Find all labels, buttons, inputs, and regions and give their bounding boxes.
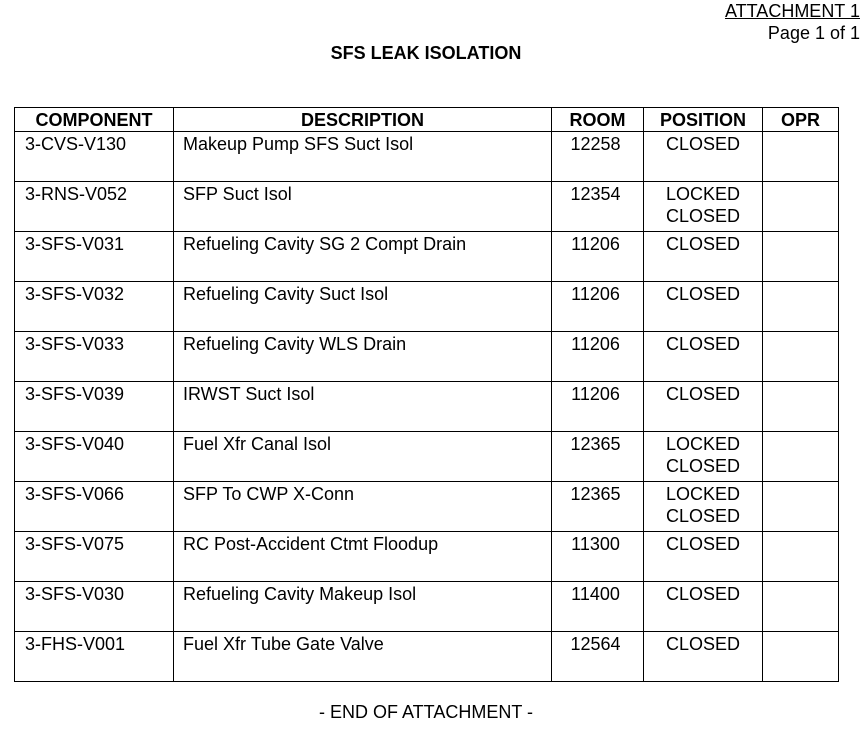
table-row: [15, 282, 839, 332]
room-cell: [552, 282, 644, 332]
room-cell-text: 11206: [571, 334, 620, 354]
position-line: CLOSED: [665, 455, 741, 476]
opr-cell-text: [763, 332, 838, 334]
description-cell: [174, 332, 552, 382]
opr-cell: [763, 632, 839, 682]
position-line: CLOSED: [665, 534, 741, 554]
room-cell-text: 12258: [570, 134, 621, 154]
position-cell: [644, 132, 763, 182]
table-row: [15, 532, 839, 582]
opr-cell-text: [763, 582, 838, 584]
description-cell: [174, 432, 552, 482]
room-cell-text: 11206: [571, 284, 620, 304]
opr-cell-text: [763, 282, 838, 284]
room-cell: [552, 582, 644, 632]
component-cell-text: 3-SFS-V032: [25, 284, 125, 304]
opr-cell-text: [763, 432, 838, 434]
description-cell: [174, 532, 552, 582]
position-cell: [644, 382, 763, 432]
position-cell: [644, 282, 763, 332]
component-cell-text: 3-FHS-V001: [25, 634, 126, 654]
position-line: CLOSED: [665, 284, 741, 304]
position-cell: [644, 332, 763, 382]
component-cell-text: 3-SFS-V031: [25, 234, 125, 254]
component-cell: [15, 532, 174, 582]
component-cell: [15, 432, 174, 482]
position-line: CLOSED: [665, 505, 741, 526]
position-line: LOCKED: [665, 184, 741, 204]
position-line: CLOSED: [665, 634, 741, 654]
table-row: [15, 582, 839, 632]
room-cell-text: 12564: [570, 634, 621, 654]
position-cell: [644, 582, 763, 632]
opr-cell: [763, 232, 839, 282]
room-cell-text: 12365: [570, 434, 621, 454]
column-header-opr: OPR: [763, 108, 839, 132]
description-cell-text: Refueling Cavity Suct Isol: [183, 284, 389, 304]
opr-cell: [763, 432, 839, 482]
description-cell-text: Makeup Pump SFS Suct Isol: [183, 134, 414, 154]
position-cell: [644, 482, 763, 532]
opr-cell: [763, 482, 839, 532]
position-cell: [644, 232, 763, 282]
component-cell: [15, 382, 174, 432]
component-cell-text: 3-SFS-V066: [25, 484, 125, 504]
component-cell: [15, 332, 174, 382]
opr-cell: [763, 282, 839, 332]
attachment-label: ATTACHMENT 1: [724, 1, 860, 21]
room-cell-text: 11300: [571, 534, 620, 554]
table-row: [15, 632, 839, 682]
room-cell: [552, 182, 644, 232]
position-cell: [644, 532, 763, 582]
position-line: LOCKED: [665, 484, 741, 504]
position-line: CLOSED: [665, 384, 741, 404]
component-cell-text: 3-SFS-V033: [25, 334, 125, 354]
position-cell: [644, 182, 763, 232]
room-cell: [552, 382, 644, 432]
column-header-component: COMPONENT: [15, 108, 174, 132]
opr-cell-text: [763, 632, 838, 634]
component-cell-text: 3-SFS-V075: [25, 534, 125, 554]
table-row: [15, 332, 839, 382]
component-cell-text: 3-RNS-V052: [25, 184, 128, 204]
position-line: CLOSED: [665, 584, 741, 604]
table-row: [15, 182, 839, 232]
description-cell-text: Refueling Cavity SG 2 Compt Drain: [183, 234, 467, 254]
description-cell-text: Refueling Cavity Makeup Isol: [183, 584, 417, 604]
description-cell-text: IRWST Suct Isol: [183, 384, 315, 404]
position-line: CLOSED: [665, 134, 741, 154]
table-row: [15, 482, 839, 532]
opr-cell: [763, 182, 839, 232]
opr-cell: [763, 332, 839, 382]
room-cell-text: 12354: [570, 184, 621, 204]
room-cell-text: 11206: [571, 234, 620, 254]
opr-cell-text: [763, 482, 838, 484]
component-cell: [15, 482, 174, 532]
description-cell-text: RC Post-Accident Ctmt Floodup: [183, 534, 439, 554]
room-cell: [552, 632, 644, 682]
column-header-position: POSITION: [644, 108, 763, 132]
component-cell: [15, 232, 174, 282]
room-cell-text: 11400: [571, 584, 620, 604]
opr-cell: [763, 132, 839, 182]
page-number: Page 1 of 1: [767, 23, 860, 43]
room-cell: [552, 532, 644, 582]
description-cell-text: SFP Suct Isol: [183, 184, 292, 204]
table-header-row: [15, 108, 839, 132]
opr-cell: [763, 582, 839, 632]
component-cell-text: 3-SFS-V040: [25, 434, 125, 454]
component-cell: [15, 282, 174, 332]
opr-cell-text: [763, 382, 838, 384]
column-header-description: DESCRIPTION: [174, 108, 552, 132]
document-title: SFS LEAK ISOLATION: [330, 43, 522, 63]
opr-cell-text: [763, 132, 838, 134]
valve-isolation-table: [14, 107, 839, 682]
table-row: [15, 432, 839, 482]
room-cell: [552, 132, 644, 182]
opr-cell-text: [763, 532, 838, 534]
description-cell-text: Fuel Xfr Canal Isol: [183, 434, 332, 454]
component-cell-text: 3-SFS-V030: [25, 584, 125, 604]
table-row: [15, 382, 839, 432]
component-cell: [15, 582, 174, 632]
description-cell: [174, 382, 552, 432]
description-cell: [174, 582, 552, 632]
component-cell-text: 3-CVS-V130: [25, 134, 127, 154]
room-cell-text: 11206: [571, 384, 620, 404]
component-cell: [15, 632, 174, 682]
component-cell: [15, 132, 174, 182]
description-cell: [174, 232, 552, 282]
description-cell-text: SFP To CWP X-Conn: [183, 484, 355, 504]
component-cell-text: 3-SFS-V039: [25, 384, 125, 404]
position-line: CLOSED: [665, 205, 741, 226]
opr-cell-text: [763, 232, 838, 234]
description-cell-text: Fuel Xfr Tube Gate Valve: [183, 634, 384, 654]
component-cell: [15, 182, 174, 232]
room-cell: [552, 432, 644, 482]
room-cell: [552, 232, 644, 282]
description-cell: [174, 282, 552, 332]
position-cell: [644, 632, 763, 682]
opr-cell: [763, 382, 839, 432]
position-line: CLOSED: [665, 234, 741, 254]
description-cell: [174, 182, 552, 232]
position-cell: [644, 432, 763, 482]
table-row: [15, 232, 839, 282]
end-of-attachment: - END OF ATTACHMENT -: [319, 702, 533, 722]
opr-cell: [763, 532, 839, 582]
table-body: [15, 132, 839, 682]
description-cell: [174, 482, 552, 532]
table-row: [15, 132, 839, 182]
room-cell: [552, 332, 644, 382]
description-cell: [174, 632, 552, 682]
column-header-room: ROOM: [552, 108, 644, 132]
room-cell: [552, 482, 644, 532]
position-line: CLOSED: [665, 334, 741, 354]
opr-cell-text: [763, 182, 838, 184]
position-line: LOCKED: [665, 434, 741, 454]
description-cell-text: Refueling Cavity WLS Drain: [183, 334, 407, 354]
description-cell: [174, 132, 552, 182]
room-cell-text: 12365: [570, 484, 621, 504]
